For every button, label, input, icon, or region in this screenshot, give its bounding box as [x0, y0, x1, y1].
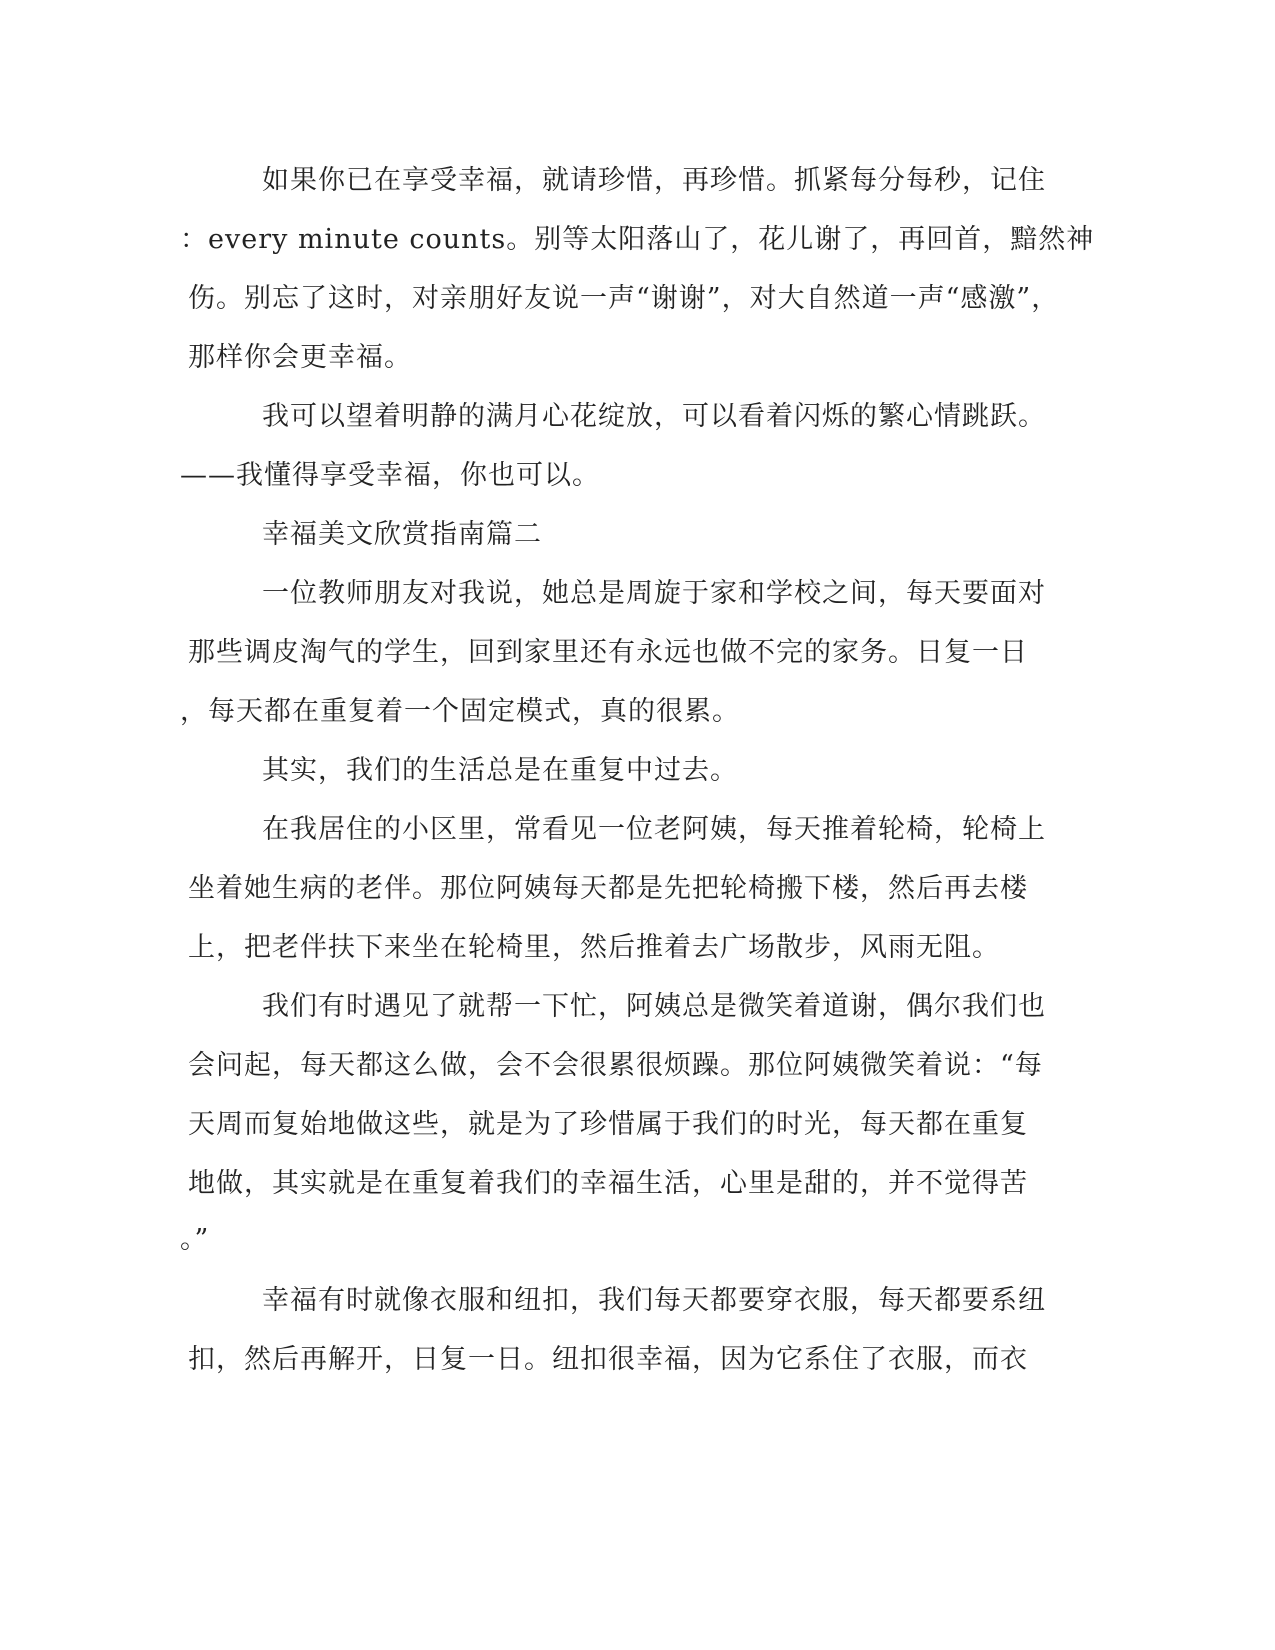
text-line-20: 幸福有时就像衣服和纽扣，我们每天都要穿衣服，每天都要系纽	[262, 1285, 1046, 1316]
text-line-1: 如果你已在享受幸福，就请珍惜，再珍惜。抓紧每分每秒，记住	[262, 165, 1046, 196]
text-line-12: 在我居住的小区里，常看见一位老阿姨，每天推着轮椅，轮椅上	[262, 814, 1046, 845]
text-line-5: 我可以望着明静的满月心花绽放，可以看着闪烁的繁心情跳跃。	[262, 401, 1046, 432]
text-line-16: 会问起，每天都这么做，会不会很累很烦躁。那位阿姨微笑着说：“每	[188, 1050, 1043, 1081]
text-line-9: 那些调皮淘气的学生，回到家里还有永远也做不完的家务。日复一日	[188, 637, 1028, 668]
text-line-8: 一位教师朋友对我说，她总是周旋于家和学校之间，每天要面对	[262, 578, 1046, 609]
text-line-19: 。”	[180, 1224, 210, 1255]
text-line-10: ，每天都在重复着一个固定模式，真的很累。	[180, 696, 740, 727]
text-line-14: 上，把老伴扶下来坐在轮椅里，然后推着去广场散步，风雨无阻。	[188, 932, 1000, 963]
text-line-17: 天周而复始地做这些，就是为了珍惜属于我们的时光，每天都在重复	[188, 1109, 1028, 1140]
text-line-2: ：every minute counts。别等太阳落山了，花儿谢了，再回首，黯然神	[180, 224, 1095, 255]
section-heading: 幸福美文欣赏指南篇二	[262, 519, 542, 550]
text-line-3: 伤。别忘了这时，对亲朋好友说一声“谢谢”，对大自然道一声“感激”，	[188, 283, 1060, 314]
text-line-18: 地做，其实就是在重复着我们的幸福生活，心里是甜的，并不觉得苦	[188, 1168, 1028, 1199]
text-line-11: 其实，我们的生活总是在重复中过去。	[262, 755, 738, 786]
text-line-13: 坐着她生病的老伴。那位阿姨每天都是先把轮椅搬下楼，然后再去楼	[188, 873, 1028, 904]
text-line-4: 那样你会更幸福。	[188, 342, 412, 373]
text-line-15: 我们有时遇见了就帮一下忙，阿姨总是微笑着道谢，偶尔我们也	[262, 991, 1046, 1022]
text-line-6: ——我懂得享受幸福，你也可以。	[180, 460, 600, 491]
text-line-21: 扣，然后再解开，日复一日。纽扣很幸福，因为它系住了衣服，而衣	[188, 1344, 1028, 1375]
